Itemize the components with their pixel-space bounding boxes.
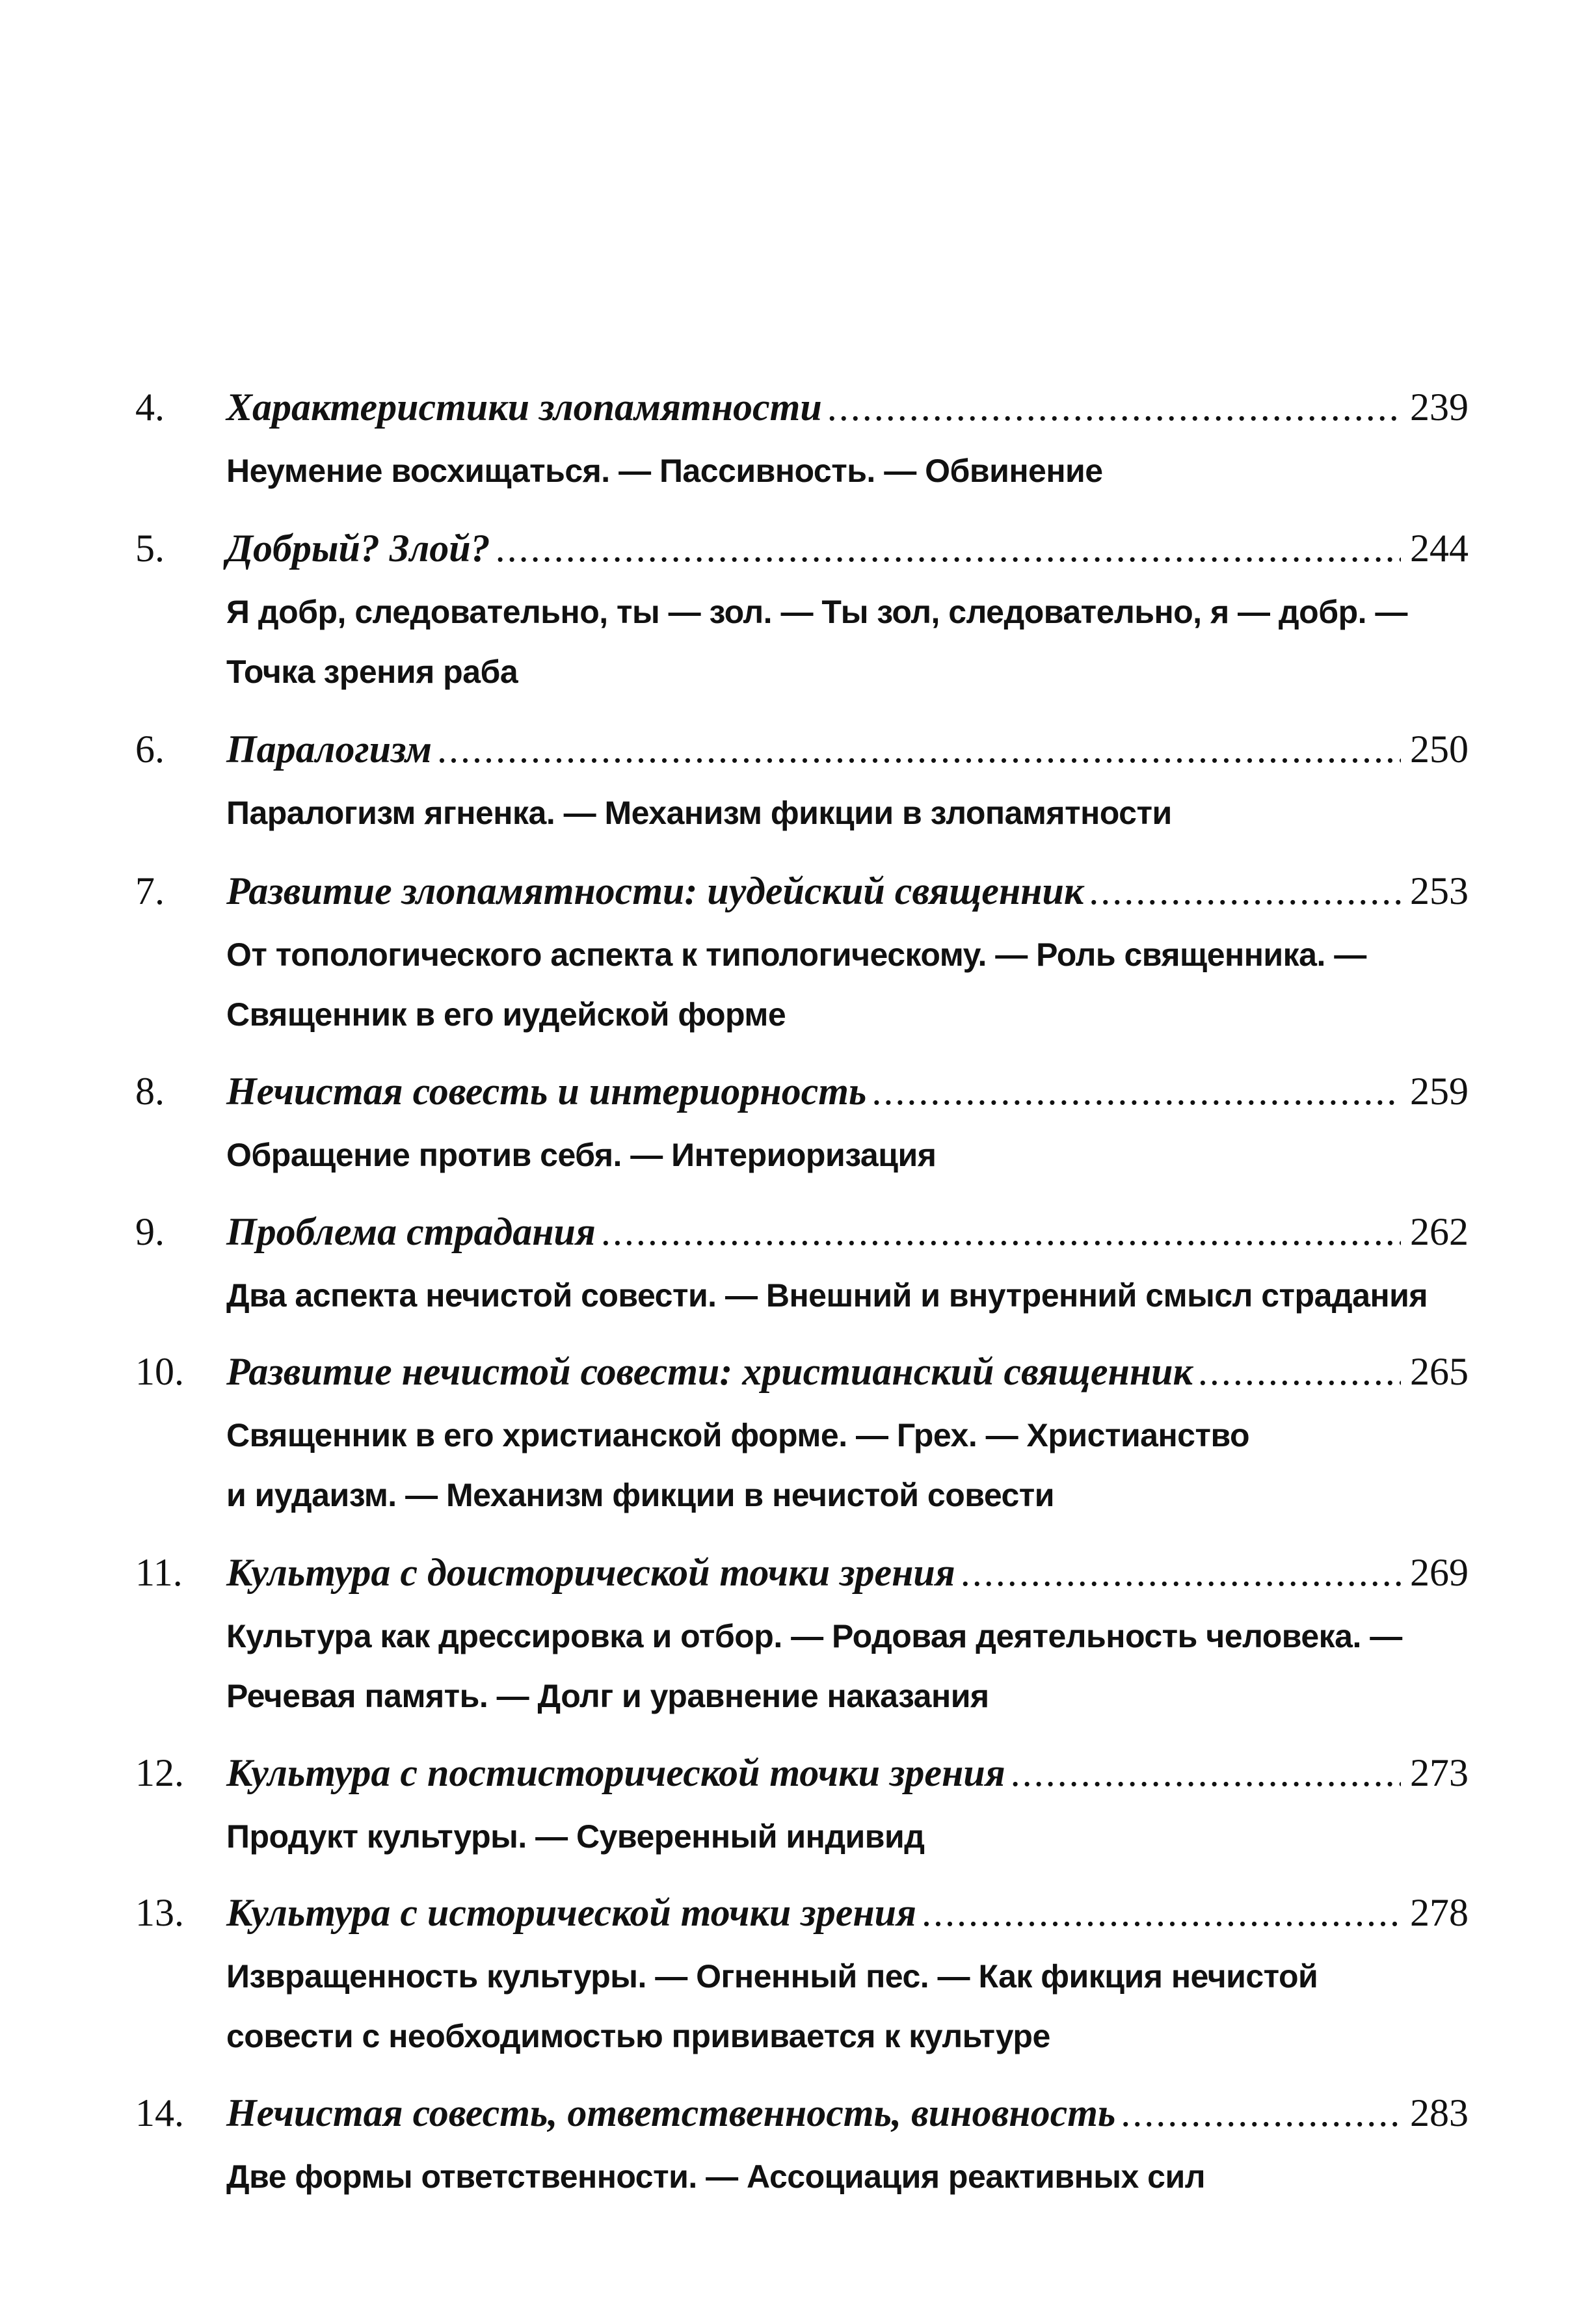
chapter-number: 5. xyxy=(135,527,165,570)
chapter-description xyxy=(226,1606,1482,1726)
description-line: Речевая память. — Долг и уравнение наказания xyxy=(226,1678,989,1714)
chapter-number: 11. xyxy=(135,1551,183,1594)
chapter-number: 4. xyxy=(135,386,165,429)
description-line: Священник в его иудейской форме xyxy=(226,996,786,1033)
dot-leader xyxy=(922,1889,1401,1936)
dot-leader xyxy=(1089,868,1401,914)
chapter-description xyxy=(226,582,1482,702)
chapter-number: 9. xyxy=(135,1210,165,1253)
chapter-title-row xyxy=(226,1889,1469,1936)
page-number: 269 xyxy=(1410,1551,1469,1594)
chapter-title: Нечистая совесть и интериорность xyxy=(226,1070,867,1113)
chapter-number: 8. xyxy=(135,1070,165,1113)
dot-leader xyxy=(961,1549,1401,1596)
chapter-title: Паралогизм xyxy=(226,728,432,771)
chapter-title-row xyxy=(226,868,1469,914)
chapter-description xyxy=(226,925,1482,1044)
description-line: Обращение против себя. — Интериоризация xyxy=(226,1137,937,1173)
description-line: Продукт культуры. — Суверенный индивид xyxy=(226,1818,925,1855)
dot-leader xyxy=(1198,1348,1401,1395)
dot-leader xyxy=(496,525,1401,572)
chapter-description xyxy=(226,1807,1482,1866)
chapter-title-row xyxy=(226,1348,1469,1395)
page-number: 283 xyxy=(1410,2091,1469,2134)
description-line: Два аспекта нечистой совести. — Внешний и внутренний смысл страдания xyxy=(226,1277,1428,1314)
description-line: Две формы ответственности. — Ассоциация реактивных сил xyxy=(226,2158,1205,2195)
chapter-number: 6. xyxy=(135,728,165,771)
chapter-description xyxy=(226,2147,1482,2207)
chapter-title: Культура с исторической точки зрения xyxy=(226,1891,916,1934)
description-line: Я добр, следовательно, ты — зол. — Ты зол, следовательно, я — добр. — xyxy=(226,594,1407,630)
chapter-title-row xyxy=(226,1208,1469,1255)
description-line: и иудаизм. — Механизм фикции в нечистой совести xyxy=(226,1477,1055,1513)
description-line: От топологического аспекта к типологическому. — Роль священника. — xyxy=(226,936,1366,973)
dot-leader xyxy=(601,1208,1401,1255)
chapter-title-row xyxy=(226,1068,1469,1115)
page-number: 244 xyxy=(1410,527,1469,570)
dot-leader xyxy=(437,726,1401,773)
description-line: совести с необходимостью прививается к культуре xyxy=(226,2018,1050,2054)
description-line: Извращенность культуры. — Огненный пес. — Как фикция нечистой xyxy=(226,1958,1318,1995)
chapter-title: Развитие нечистой совести: христианский священник xyxy=(226,1350,1193,1393)
chapter-title-row xyxy=(226,1749,1469,1796)
chapter-title: Характеристики злопамятности xyxy=(226,386,822,429)
chapter-description xyxy=(226,783,1482,843)
dot-leader xyxy=(871,1068,1401,1115)
chapter-number: 10. xyxy=(135,1350,184,1393)
chapter-title-row xyxy=(226,525,1469,572)
chapter-description xyxy=(226,1405,1482,1525)
chapter-title: Развитие злопамятности: иудейский священник xyxy=(226,869,1084,912)
chapter-title-row xyxy=(226,384,1469,431)
page-number: 262 xyxy=(1410,1210,1469,1253)
description-line: Точка зрения раба xyxy=(226,654,518,690)
page-number: 278 xyxy=(1410,1891,1469,1934)
chapter-title: Культура с постисторической точки зрения xyxy=(226,1751,1005,1794)
chapter-description xyxy=(226,1125,1482,1185)
chapter-title-row xyxy=(226,2089,1469,2136)
page-number: 259 xyxy=(1410,1070,1469,1113)
chapter-title: Нечистая совесть, ответственность, виновность xyxy=(226,2091,1116,2134)
dot-leader xyxy=(1011,1749,1401,1796)
chapter-description xyxy=(226,441,1482,501)
page-number: 265 xyxy=(1410,1350,1469,1393)
chapter-number: 13. xyxy=(135,1891,184,1934)
chapter-title: Добрый? Злой? xyxy=(226,527,490,570)
chapter-title: Культура с доисторической точки зрения xyxy=(226,1551,955,1594)
chapter-title-row xyxy=(226,1549,1469,1596)
dot-leader xyxy=(827,384,1401,431)
page-number: 250 xyxy=(1410,728,1469,771)
chapter-title-row xyxy=(226,726,1469,773)
chapter-number: 14. xyxy=(135,2091,184,2134)
dot-leader xyxy=(1121,2089,1401,2136)
description-line: Культура как дрессировка и отбор. — Родовая деятельность человека. — xyxy=(226,1618,1402,1654)
chapter-number: 12. xyxy=(135,1751,184,1794)
description-line: Паралогизм ягненка. — Механизм фикции в злопамятности xyxy=(226,795,1172,831)
description-line: Священник в его христианской форме. — Грех. — Христианство xyxy=(226,1417,1250,1453)
page-number: 273 xyxy=(1410,1751,1469,1794)
chapter-title: Проблема страдания xyxy=(226,1210,596,1253)
chapter-description xyxy=(226,1266,1482,1325)
page-number: 253 xyxy=(1410,869,1469,912)
page-number: 239 xyxy=(1410,386,1469,429)
chapter-number: 7. xyxy=(135,869,165,912)
description-line: Неумение восхищаться. — Пассивность. — Обвинение xyxy=(226,453,1103,489)
chapter-description xyxy=(226,1946,1482,2066)
